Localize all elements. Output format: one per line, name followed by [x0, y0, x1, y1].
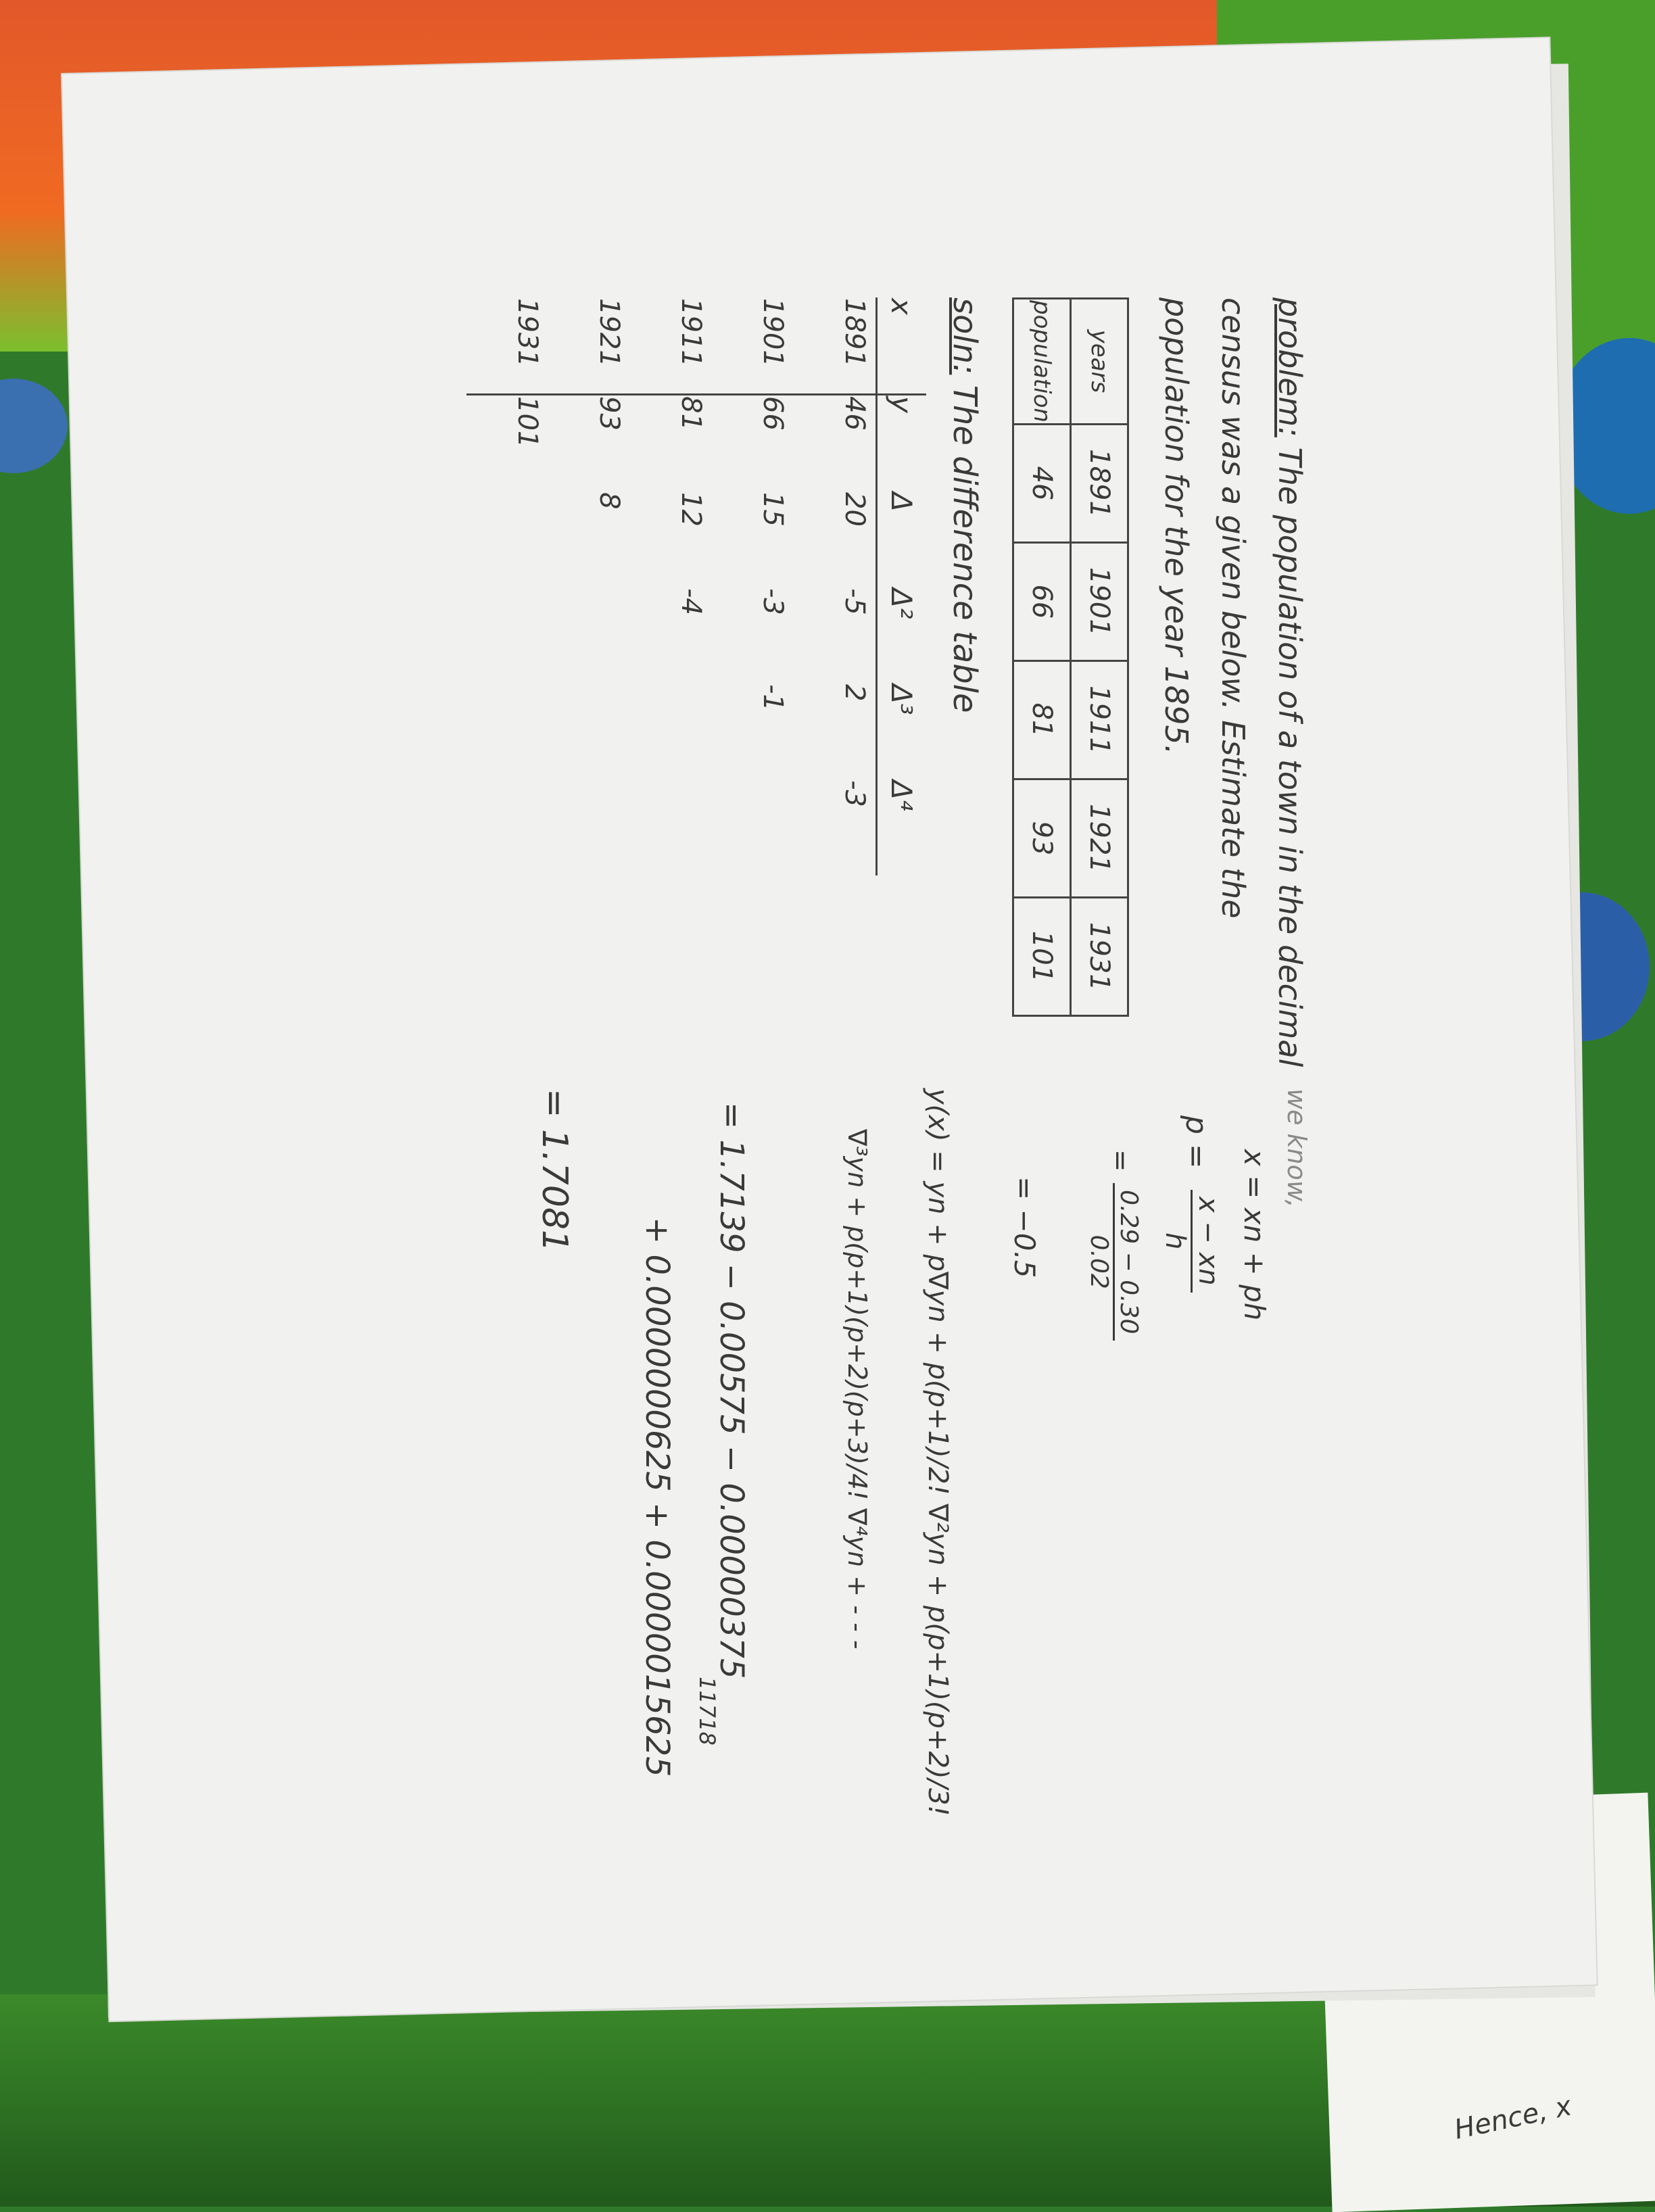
background-blue-spot [0, 379, 68, 473]
table-row [794, 297, 877, 875]
cell: 1901 [712, 297, 794, 395]
population-cell: 46 [1013, 424, 1071, 542]
cell [630, 683, 712, 779]
table-row [548, 297, 630, 875]
years-label: years [1071, 299, 1128, 425]
difference-header-row [877, 297, 927, 875]
table-row [630, 297, 712, 875]
cell [466, 683, 548, 779]
newton-formula-line2: ∇³yn + p(p+1)(p+2)(p+3)/4! ∇⁴yn + - - - [842, 1129, 872, 1650]
difference-table [466, 297, 926, 875]
population-cell: 81 [1013, 660, 1071, 779]
year-cell: 1921 [1071, 779, 1128, 897]
p-value-denominator: 0.02 [1085, 1234, 1113, 1289]
cell [630, 779, 712, 875]
header-x: x [877, 297, 927, 395]
calculation-line1: = 1.7139 − 0.00575 − 0.00000375 [713, 1102, 750, 1679]
p-equation-label: p = [1179, 1115, 1214, 1169]
problem-label: problem: [1272, 297, 1308, 437]
solution-heading-text: The difference table [946, 385, 984, 713]
solution-heading [946, 297, 984, 713]
cell: -1 [757, 684, 788, 711]
census-table [1012, 297, 1129, 1017]
cell: 1921 [548, 297, 630, 395]
equals-sign: = [1105, 1149, 1136, 1172]
we-know-text: we know, [1282, 1088, 1312, 1208]
x-equation: x = xn + ph [1238, 1149, 1271, 1321]
calculation-line2: + 0.0000000625 + 0.0000015625 [638, 1217, 676, 1777]
problem-text: The population of a town in the decimal census was a given below. Estimate the population for the year 1895. [1158, 297, 1308, 1067]
final-answer: = 1.7081 [534, 1088, 575, 1253]
cell: -3 [839, 780, 870, 807]
newton-formula-line1: y(x) = yn + p∇yn + p(p+1)/2! ∇²yn + p(p+1)(p+2)/3! [922, 1088, 953, 1817]
population-cell: 101 [1013, 897, 1071, 1015]
year-cell: 1891 [1071, 424, 1128, 542]
p-result: = −0.5 [1008, 1176, 1041, 1278]
population-label: population [1013, 299, 1071, 425]
cell: 46 [839, 396, 870, 431]
handwritten-content [210, 243, 1359, 1866]
table-row [712, 297, 794, 875]
cell [466, 779, 548, 875]
cell: 66 [757, 396, 788, 431]
census-years-row [1071, 299, 1128, 1016]
cell: 1891 [794, 297, 877, 395]
header-delta3: Δ³ [877, 683, 927, 779]
cell: 93 [594, 396, 625, 431]
population-cell: 93 [1013, 779, 1071, 897]
p-fraction-numerator: x − xn [1191, 1190, 1224, 1293]
year-cell: 1931 [1071, 897, 1128, 1015]
cell: -4 [675, 588, 706, 615]
corner-note: Hence, x [1452, 2090, 1575, 2146]
cell: -3 [757, 588, 788, 615]
cell: 1911 [630, 297, 712, 395]
header-y: y [877, 395, 927, 492]
cell: 8 [594, 492, 625, 510]
year-cell: 1911 [1071, 660, 1128, 779]
cell [466, 587, 548, 683]
problem-statement [1148, 297, 1318, 1075]
census-population-row [1013, 299, 1071, 1016]
header-delta2: Δ² [877, 587, 927, 683]
cell [466, 491, 548, 587]
header-delta4: Δ⁴ [877, 779, 927, 875]
side-note: 11718 [694, 1677, 720, 1746]
cell: 12 [675, 492, 706, 527]
cell: 15 [757, 492, 788, 527]
p-fraction-denominator: h [1159, 1232, 1191, 1250]
cell: 1931 [466, 297, 548, 395]
cell: 101 [512, 396, 543, 448]
population-cell: 66 [1013, 542, 1071, 660]
cell: 20 [839, 492, 870, 527]
table-row [466, 297, 548, 875]
year-cell: 1901 [1071, 542, 1128, 660]
cell: 81 [675, 396, 706, 431]
cell: 2 [839, 684, 870, 702]
p-fraction [1159, 1190, 1224, 1293]
cell [548, 587, 630, 683]
cell: -5 [839, 588, 870, 615]
p-value-numerator: 0.29 − 0.30 [1113, 1183, 1143, 1341]
header-delta1: Δ [877, 491, 927, 587]
p-value-fraction [1085, 1183, 1143, 1341]
cell [548, 779, 630, 875]
working-column [216, 1075, 1332, 1852]
solution-label: soln: [946, 297, 984, 375]
cell [548, 683, 630, 779]
cell [712, 779, 794, 875]
